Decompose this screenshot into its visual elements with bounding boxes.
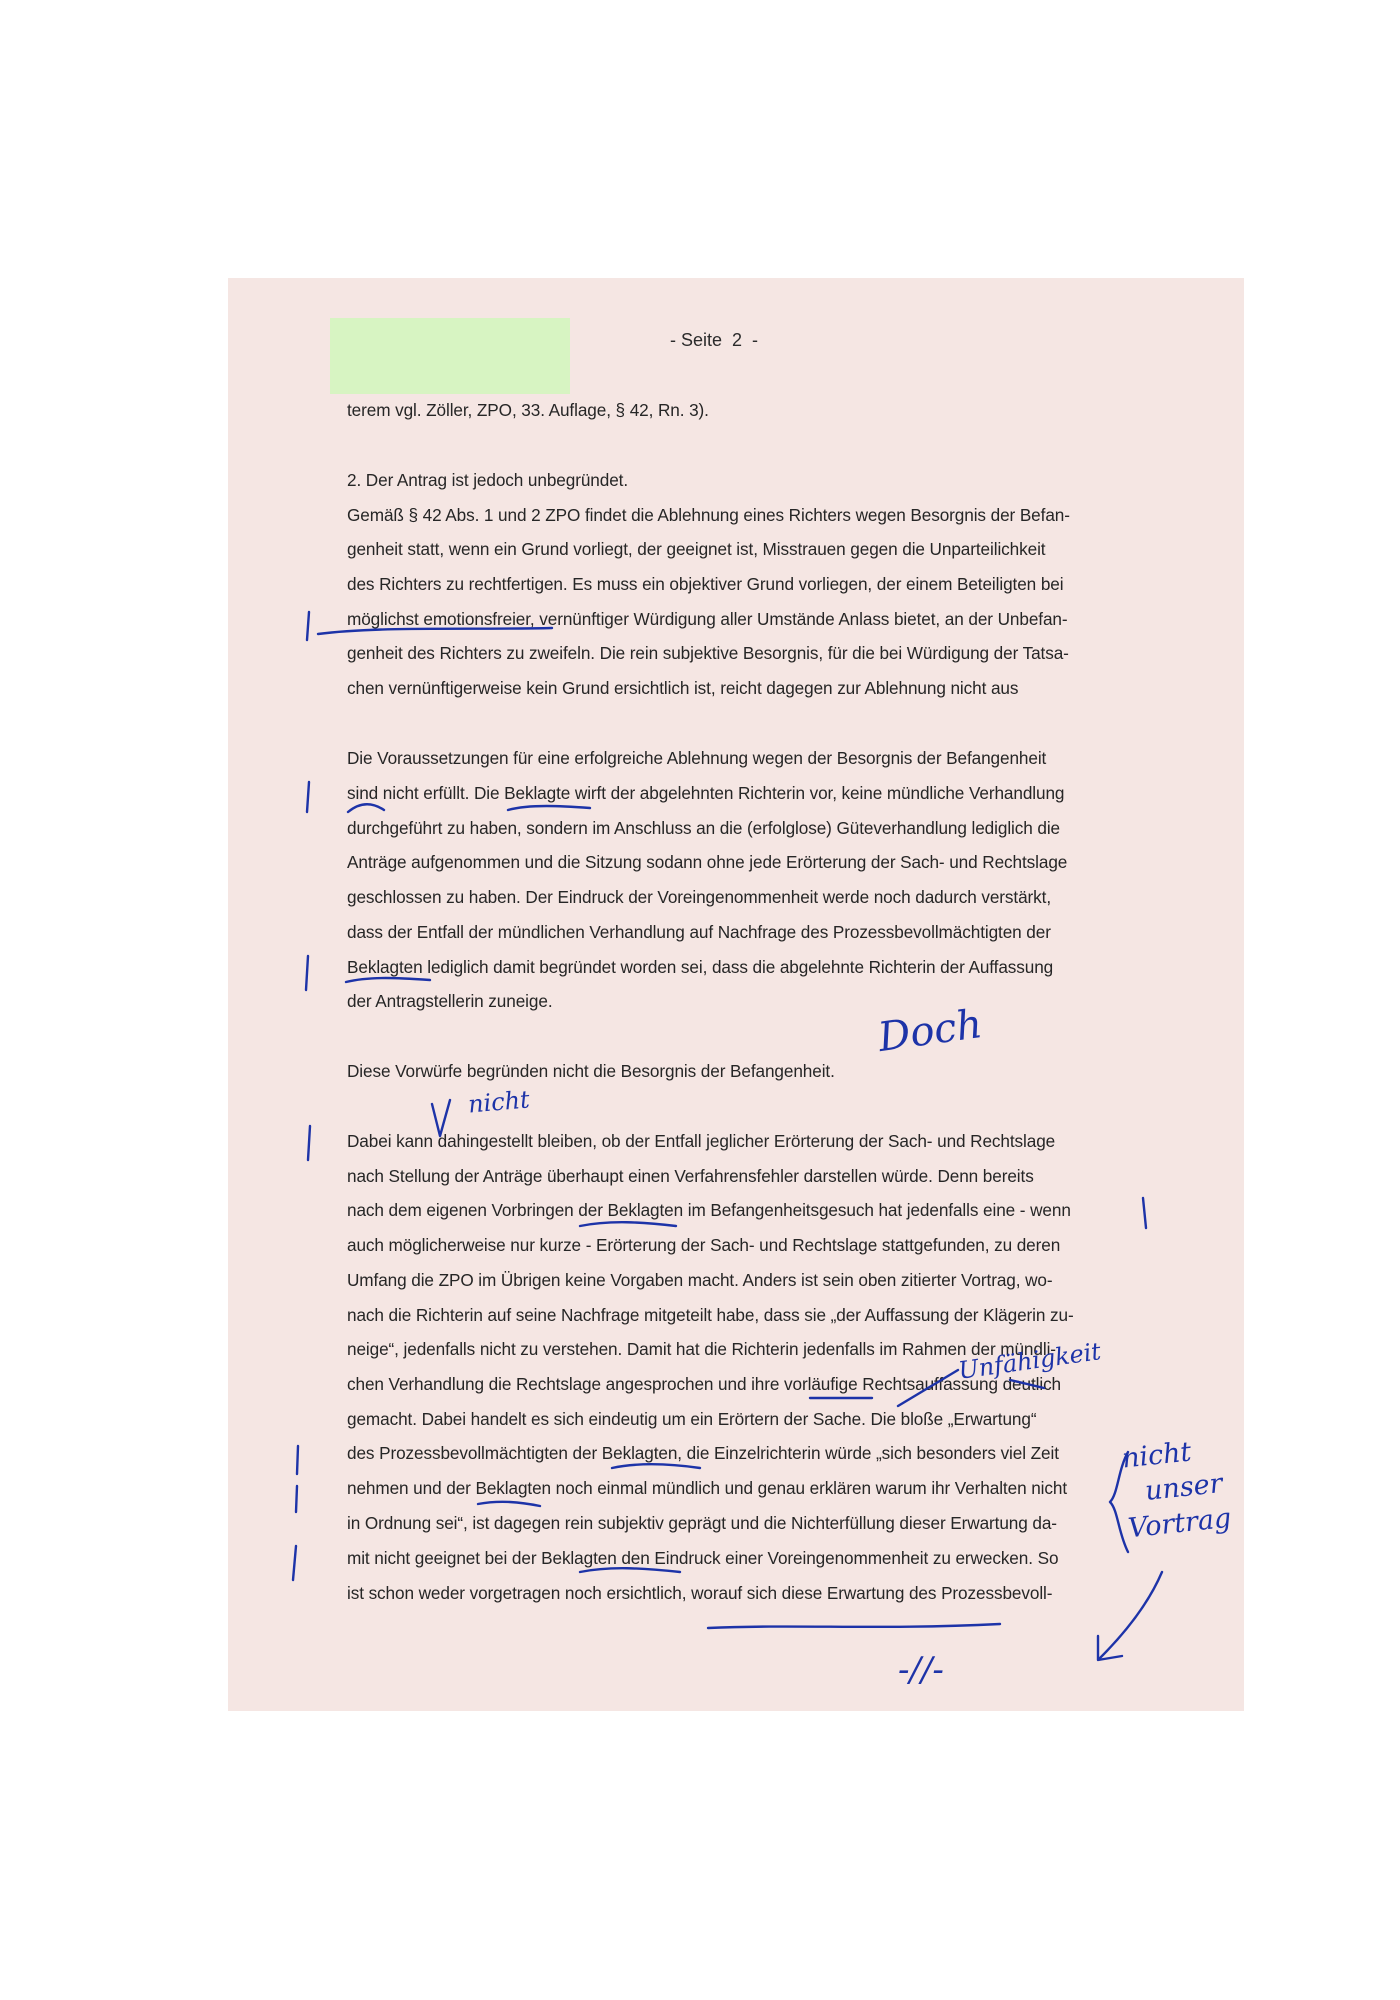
page-number-header: - Seite 2 - bbox=[670, 330, 759, 350]
body-line: 2. Der Antrag ist jedoch unbegründet. bbox=[347, 470, 629, 490]
body-line: des Prozessbevollmächtigten der Beklagten, die Einzelrichterin würde „sich besonders viel Zeit bbox=[347, 1443, 1059, 1463]
handwritten-doch: Doch bbox=[875, 1000, 986, 1062]
handwritten-nicht-insert: nicht bbox=[466, 1085, 531, 1119]
body-line: nach die Richterin auf seine Nachfrage mitgeteilt habe, dass sie „der Auffassung der Klägerin zu- bbox=[347, 1305, 1074, 1325]
body-line: Diese Vorwürfe begründen nicht die Besorgnis der Befangenheit. bbox=[347, 1061, 835, 1081]
body-line: genheit statt, wenn ein Grund vorliegt, der geeignet ist, Misstrauen gegen die Unparteilichkeit bbox=[347, 539, 1046, 559]
body-line: Beklagten lediglich damit begründet worden sei, dass die abgelehnte Richterin der Auffassung bbox=[347, 957, 1054, 977]
body-line: dass der Entfall der mündlichen Verhandlung auf Nachfrage des Prozessbevollmächtigten der bbox=[347, 922, 1051, 942]
body-line: neige“, jedenfalls nicht zu verstehen. Damit hat die Richterin jedenfalls im Rahmen der mündli- bbox=[347, 1339, 1056, 1359]
body-line: nehmen und der Beklagten noch einmal mündlich und genau erklären warum ihr Verhalten nicht bbox=[347, 1478, 1068, 1498]
body-line: genheit des Richters zu zweifeln. Die rein subjektive Besorgnis, für die bei Würdigung der Tatsa- bbox=[347, 643, 1069, 663]
body-line: auch möglicherweise nur kurze - Erörterung der Sach- und Rechtslage stattgefunden, zu deren bbox=[347, 1235, 1061, 1255]
body-line: Gemäß § 42 Abs. 1 und 2 ZPO findet die Ablehnung eines Richters wegen Besorgnis der Befan- bbox=[347, 505, 1070, 525]
body-line: der Antragstellerin zuneige. bbox=[347, 991, 553, 1011]
body-line: Umfang die ZPO im Übrigen keine Vorgaben macht. Anders ist sein oben zitierter Vortrag, wo- bbox=[347, 1270, 1053, 1290]
body-line: des Richters zu rechtfertigen. Es muss ein objektiver Grund vorliegen, der einem Beteiligten bei bbox=[347, 574, 1064, 594]
body-line: Dabei kann dahingestellt bleiben, ob der Entfall jeglicher Erörterung der Sach- und Rechtslage bbox=[347, 1131, 1056, 1151]
body-line: geschlossen zu haben. Der Eindruck der Voreingenommenheit werde noch dadurch verstärkt, bbox=[347, 887, 1052, 907]
body-line: Die Voraussetzungen für eine erfolgreiche Ablehnung wegen der Besorgnis der Befangenheit bbox=[347, 748, 1047, 768]
body-line: chen Verhandlung die Rechtslage angesprochen und ihre vorläufige Rechtsauffassung deutlich bbox=[347, 1374, 1062, 1394]
body-line: mit nicht geeignet bei der Beklagten den Eindruck einer Voreingenommenheit zu erwecken. So bbox=[347, 1548, 1059, 1568]
redaction-block bbox=[330, 318, 570, 394]
body-line: durchgeführt zu haben, sondern im Anschluss an die (erfolglose) Güteverhandlung lediglich die bbox=[347, 818, 1061, 838]
body-line: gemacht. Dabei handelt es sich eindeutig um ein Erörtern der Sache. Die bloße „Erwartung“ bbox=[347, 1409, 1037, 1429]
body-line: sind nicht erfüllt. Die Beklagte wirft der abgelehnten Richterin vor, keine mündliche Verhandlung bbox=[347, 783, 1065, 803]
body-line: nach dem eigenen Vorbringen der Beklagten im Befangenheitsgesuch hat jedenfalls eine - wenn bbox=[347, 1200, 1071, 1220]
handwritten-margin-nicht: nicht bbox=[1120, 1436, 1193, 1475]
handwritten-margin-unser: unser bbox=[1143, 1468, 1224, 1507]
handwritten-margin-vortrag: Vortrag bbox=[1126, 1502, 1233, 1545]
handwritten-page-end: -//- bbox=[898, 1650, 944, 1690]
body-line: in Ordnung sei“, ist dagegen rein subjektiv geprägt und die Nichterfüllung dieser Erwartung da- bbox=[347, 1513, 1057, 1533]
body-line: terem vgl. Zöller, ZPO, 33. Auflage, § 42, Rn. 3). bbox=[347, 400, 709, 420]
body-line: chen vernünftigerweise kein Grund ersichtlich ist, reicht dagegen zur Ablehnung nicht aus bbox=[347, 678, 1019, 698]
body-line: möglichst emotionsfreier, vernünftiger Würdigung aller Umstände Anlass bietet, an der Unbefan- bbox=[347, 609, 1068, 629]
body-line: nach Stellung der Anträge überhaupt einen Verfahrensfehler darstellen würde. Denn bereits bbox=[347, 1166, 1034, 1186]
body-line: Anträge aufgenommen und die Sitzung sodann ohne jede Erörterung der Sach- und Rechtslage bbox=[347, 852, 1068, 872]
body-line: ist schon weder vorgetragen noch ersichtlich, worauf sich diese Erwartung des Prozessbevoll- bbox=[347, 1583, 1053, 1603]
handwritten-unfaehigkeit: Unfähigkeit bbox=[956, 1337, 1103, 1385]
